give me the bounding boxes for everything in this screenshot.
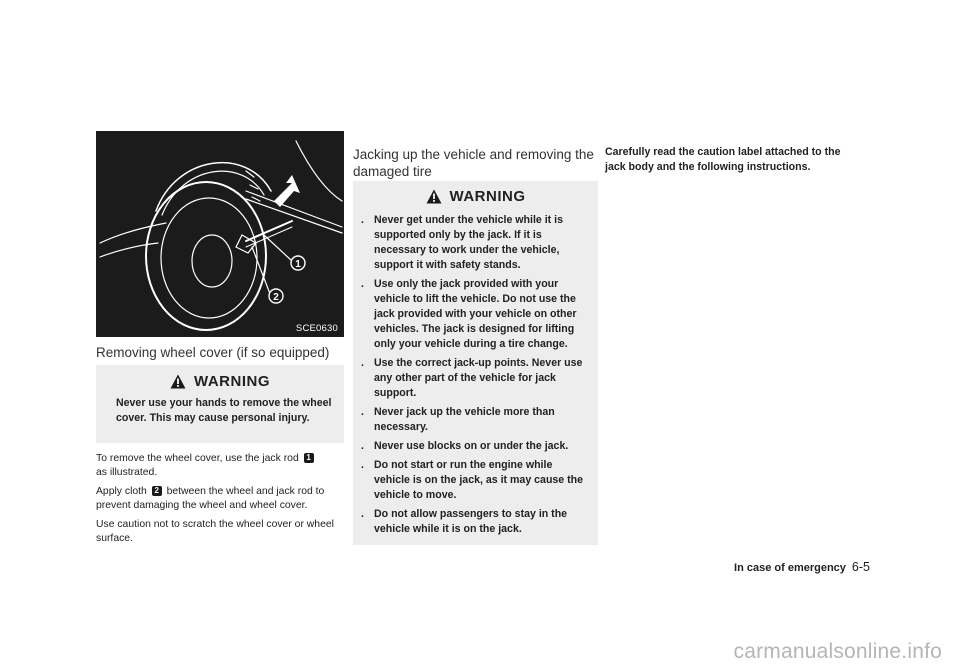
- warning-title: WARNING: [449, 188, 526, 205]
- list-item: . Never get under the vehicle while it is supported only by the jack. If it is necessary to work under the vehicle, support it with safety stands.: [361, 214, 563, 271]
- paragraph-jack-rod: To remove the wheel cover, use the jack rod 1 as illustrated.: [96, 452, 346, 480]
- wheel-cover-illustration: [96, 131, 344, 337]
- list-item: . Do not start or run the engine while vehicle is on the jack, as it may cause the vehicle to move.: [361, 459, 584, 501]
- warning-triangle-icon: [426, 189, 442, 204]
- list-item: . Never jack up the vehicle more than necessary.: [361, 406, 555, 433]
- warning-list: [359, 213, 590, 537]
- footer-section-title: In case of emergency: [734, 562, 846, 574]
- list-item: . Use only the jack provided with your vehicle to lift the vehicle. Do not use the jack provided with your vehicle on other vehicles. The jack is designed for lifting only your vehicle during a tire change.: [361, 278, 577, 350]
- left-body-text: [96, 452, 346, 551]
- list-item: . Use the correct jack-up points. Never use any other part of the vehicle for jack support.: [361, 357, 583, 399]
- section-heading-wheel-cover: Removing wheel cover (if so equipped): [96, 345, 330, 360]
- warning-box-wheel-cover: [96, 365, 344, 443]
- warning-box-jacking: [353, 181, 598, 545]
- page-number: 6-5: [851, 560, 870, 574]
- wheel-illustration-svg: [96, 131, 344, 337]
- svg-text:1: 1: [295, 259, 301, 270]
- list-item: . Never use blocks on or under the jack.: [361, 440, 569, 452]
- callout-2: [269, 289, 283, 303]
- warning-header: [353, 188, 598, 205]
- ref-marker-1: 1: [304, 453, 314, 463]
- figure-code: SCE0630: [295, 323, 338, 334]
- ref-marker-2: 2: [152, 486, 162, 496]
- paragraph-cloth: Apply cloth 2 between the wheel and jack rod to prevent damaging the wheel and wheel cover.: [96, 486, 325, 511]
- callout-1: [291, 256, 305, 270]
- watermark: carmanualsonline.info: [733, 640, 942, 663]
- warning-title: WARNING: [194, 373, 270, 390]
- page-footer: [710, 560, 870, 574]
- svg-text:2: 2: [273, 292, 279, 303]
- paragraph-caution: Use caution not to scratch the wheel cover or wheel surface.: [96, 519, 334, 544]
- direction-arrow-icon: [274, 175, 300, 207]
- warning-text: Never use your hands to remove the wheel cover. This may cause personal injury.: [116, 397, 332, 424]
- warning-header: [96, 373, 344, 390]
- list-item: . Do not allow passengers to stay in the vehicle while it is on the jack.: [361, 508, 568, 535]
- section-heading-jacking: Jacking up the vehicle and removing the damaged tire: [353, 147, 594, 179]
- warning-triangle-icon: [170, 374, 186, 389]
- right-column-text: Carefully read the caution label attached to the jack body and the following instructions.: [605, 146, 841, 173]
